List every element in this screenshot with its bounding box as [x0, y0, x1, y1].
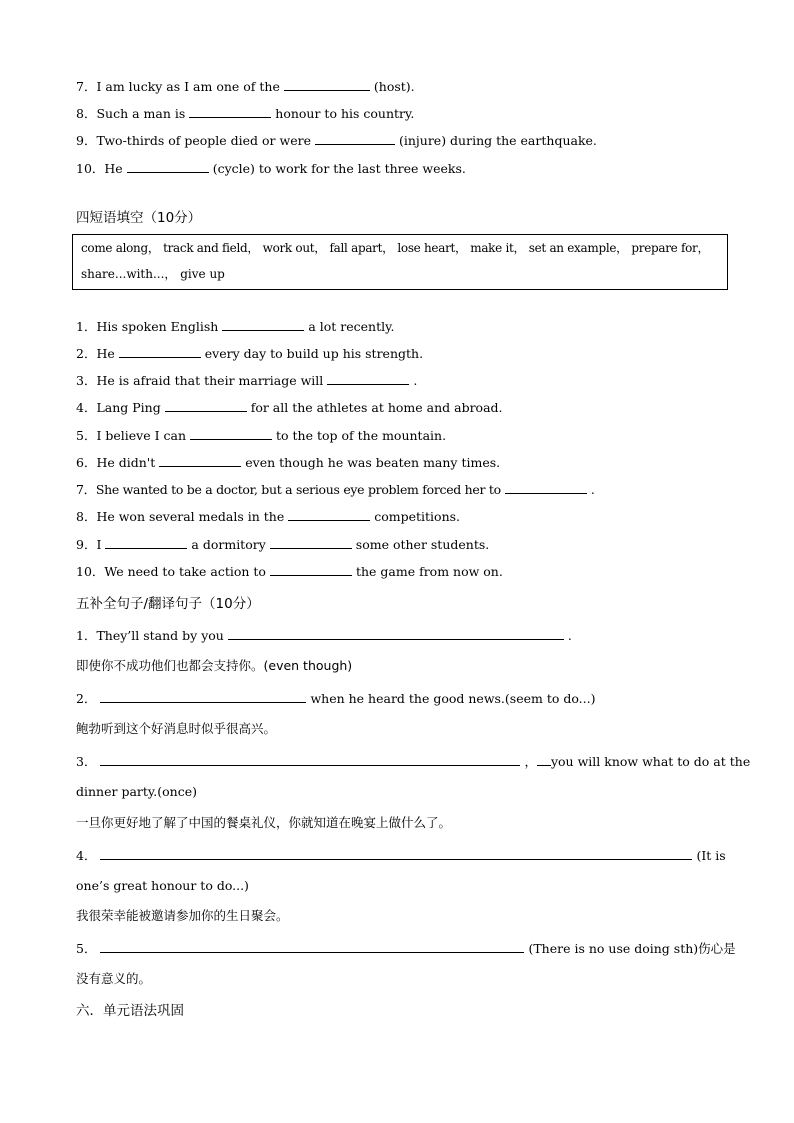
answer-blank[interactable] [270, 536, 352, 549]
item-text-before: He won several medals in the [96, 509, 285, 524]
sec5-q4 [76, 847, 726, 864]
item-text-after: every day to build up his strength. [204, 346, 424, 361]
item-number: 2． [76, 346, 97, 361]
item-text-after: a lot recently. [308, 319, 395, 334]
item-text-after: . [413, 373, 418, 388]
item-number: 8． [76, 106, 97, 121]
item-number: 9． [76, 133, 97, 148]
answer-blank[interactable] [270, 563, 352, 576]
answer-blank[interactable] [288, 508, 370, 521]
item-number: 2． [76, 691, 97, 706]
sec4-item-5 [76, 427, 446, 444]
item-text-after: for all the athletes at home and abroad. [250, 400, 503, 415]
item-text-after: you will know what to do at the [550, 754, 751, 769]
item-text-middle: a dormitory [191, 537, 266, 552]
item-text-before: Two-thirds of people died or were [96, 133, 311, 148]
answer-blank[interactable] [127, 160, 209, 173]
sec3-item-7 [76, 78, 415, 95]
item-text-after: honour to his country. [275, 106, 415, 121]
item-number: 1． [76, 628, 97, 643]
item-number: 3． [76, 754, 97, 769]
item-text-before: They’ll stand by you [96, 628, 224, 643]
sec4-item-8 [76, 508, 460, 525]
item-number: 9． [76, 537, 97, 552]
section6-title: 六．单元语法巩固 [76, 1003, 184, 1019]
sec5-q4-hint: 我很荣幸能被邀请参加你的生日聚会。 [76, 908, 289, 923]
sec5-q5 [76, 940, 736, 957]
item-text-after: the game from now on. [355, 564, 503, 579]
answer-blank[interactable] [284, 78, 370, 91]
item-text-before: I [96, 537, 102, 552]
answer-blank[interactable] [100, 753, 520, 766]
sec3-item-9 [76, 132, 597, 149]
item-text-after: (host). [373, 79, 415, 94]
sec3-item-8 [76, 105, 414, 122]
item-text-before: We need to take action to [104, 564, 266, 579]
sec5-q1-hint: 即使你不成功他们也都会支持你。(even though) [76, 658, 353, 673]
phrase-bank-line-1: come along， track and field， work out， fall apart， lose heart， make it， set an example， prepare for， [81, 241, 710, 255]
answer-blank[interactable] [190, 427, 272, 440]
item-text-after: . [590, 482, 595, 497]
answer-blank[interactable] [327, 372, 409, 385]
item-number: 8． [76, 509, 97, 524]
sec5-q1 [76, 627, 572, 644]
item-number: 10． [76, 564, 105, 579]
sec3-item-10 [76, 160, 466, 177]
item-text-after: even though he was beaten many times. [245, 455, 501, 470]
item-text-before: He didn't [96, 455, 156, 470]
item-number: 5． [76, 941, 97, 956]
phrase-bank-line-2: share...with...， give up [81, 267, 225, 281]
item-number: 7． [76, 79, 97, 94]
item-number: 5． [76, 428, 97, 443]
section4-title: 四短语填空（10分） [76, 210, 202, 226]
sec4-item-10 [76, 563, 503, 580]
sec5-q2-hint: 鲍勃听到这个好消息时似乎很高兴。 [76, 721, 277, 736]
item-text-after: when he heard the good news.(seem to do...) [310, 691, 596, 706]
item-text-after: to the top of the mountain. [276, 428, 447, 443]
item-number: 7． [76, 482, 96, 497]
answer-blank[interactable] [105, 536, 187, 549]
item-text-before: He [96, 346, 115, 361]
answer-blank[interactable] [505, 481, 587, 494]
item-number: 6． [76, 455, 97, 470]
item-text-before: His spoken English [96, 319, 219, 334]
sec4-item-2 [76, 345, 423, 362]
item-text-after: some other students. [355, 537, 490, 552]
sec4-item-7 [76, 481, 595, 498]
sec4-item-3 [76, 372, 417, 389]
answer-blank[interactable] [315, 132, 395, 145]
answer-blank[interactable] [100, 940, 524, 953]
sec5-q3-continued: dinner party.(once) [76, 784, 198, 799]
item-text-after: . [567, 628, 572, 643]
answer-blank[interactable] [228, 627, 564, 640]
item-number: 10． [76, 161, 105, 176]
answer-blank[interactable] [159, 454, 241, 467]
phrase-bank-box [72, 234, 728, 290]
item-text-before: He [104, 161, 123, 176]
sec5-q3-hint: 一旦你更好地了解了中国的餐桌礼仪，你就知道在晚宴上做什么了。 [76, 815, 452, 830]
answer-blank[interactable] [100, 690, 306, 703]
section5-title: 五补全句子/翻译句子（10分） [76, 596, 260, 612]
answer-blank[interactable] [100, 847, 692, 860]
answer-blank[interactable] [119, 345, 201, 358]
sec5-q5-continued: 没有意义的。 [76, 971, 152, 986]
item-number: 4． [76, 848, 97, 863]
sec5-q2 [76, 690, 595, 707]
item-number: 3． [76, 373, 97, 388]
item-number: 4． [76, 400, 97, 415]
sec4-item-1 [76, 318, 395, 335]
item-text-after: (cycle) to work for the last three weeks. [212, 161, 466, 176]
item-text-after: (There is no use doing sth)伤心是 [528, 941, 736, 956]
item-text-before: I believe I can [96, 428, 187, 443]
item-text-before: She wanted to be a doctor, but a serious eye problem forced her to [95, 482, 501, 497]
answer-blank-short[interactable] [537, 753, 551, 766]
item-text-after: competitions. [374, 509, 461, 524]
answer-blank[interactable] [222, 318, 304, 331]
item-text-before: Lang Ping [96, 400, 161, 415]
answer-blank[interactable] [165, 399, 247, 412]
item-text-after: (injure) during the earthquake. [398, 133, 597, 148]
sec4-item-9 [76, 536, 489, 553]
sec5-q4-continued: one’s great honour to do...) [76, 878, 249, 893]
item-text-after: (It is [696, 848, 726, 863]
item-number: 1． [76, 319, 97, 334]
sec4-item-4 [76, 399, 503, 416]
sec4-item-6 [76, 454, 500, 471]
sec5-q3 [76, 753, 750, 770]
item-text-before: I am lucky as I am one of the [96, 79, 280, 94]
item-text-before: Such a man is [96, 106, 186, 121]
item-text-before: He is afraid that their marriage will [96, 373, 324, 388]
answer-blank[interactable] [189, 105, 271, 118]
comma: ， [524, 754, 537, 769]
